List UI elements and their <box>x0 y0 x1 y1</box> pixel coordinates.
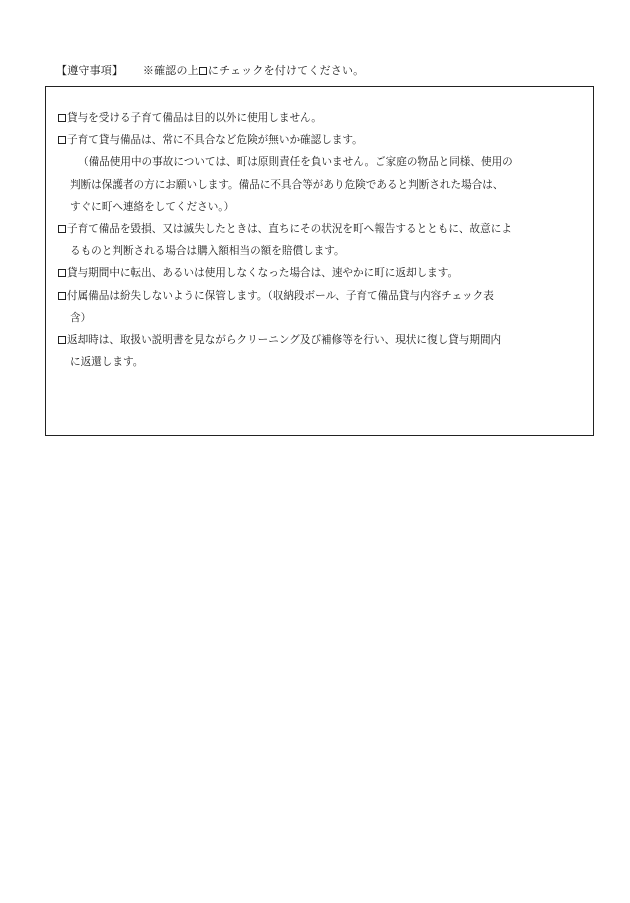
paren-note-line: すぐに町へ連絡をしてください。） <box>70 200 235 213</box>
item-text: 付属備品は紛失しないように保管します。（収納段ボール、子育て備品貸与内容チェック表 <box>67 289 494 302</box>
instruction-note: ※確認の上 にチェックを付けてください。 <box>142 64 365 77</box>
item-text-continued: るものと判断される場合は購入額相当の額を賠償します。 <box>70 245 345 258</box>
item-text: 返却時は、取扱い説明書を見ながらクリーニング及び補修等を行い、現状に復し貸与期間内 <box>67 334 502 347</box>
compliance-item-6 <box>58 329 583 373</box>
compliance-item-3 <box>58 218 583 262</box>
checkbox[interactable] <box>58 114 66 122</box>
paren-note-line: 判断は保護者の方にお願いします。備品に不具合等があり危険であると判断された場合は、 <box>70 178 504 191</box>
compliance-title: 【遵守事項】 <box>56 64 124 77</box>
checkbox[interactable] <box>58 269 66 277</box>
item-text: 子育て貸与備品は、常に不具合など危険が無いか確認します。 <box>67 134 363 147</box>
checkbox[interactable] <box>58 136 66 144</box>
checkbox-sample-icon <box>199 67 207 75</box>
compliance-list <box>58 107 583 373</box>
compliance-box <box>45 86 594 436</box>
item-text: 貸与期間中に転出、あるいは使用しなくなった場合は、速やかに町に返却します。 <box>67 267 459 280</box>
compliance-item-2 <box>58 129 583 218</box>
checkbox[interactable] <box>58 292 66 300</box>
item-text: 子育て備品を毀損、又は滅失したときは、直ちにその状況を町へ報告するとともに、故意によ <box>67 223 512 236</box>
checkbox[interactable] <box>58 225 66 233</box>
paren-note-line: （備品使用中の事故については、町は原則責任を負いません。ご家庭の物品と同様、使用の <box>78 156 513 169</box>
item-text: 貸与を受ける子育て備品は目的以外に使用しません。 <box>67 112 322 124</box>
compliance-item-4 <box>58 262 583 284</box>
item-text-continued: 含） <box>70 311 92 324</box>
compliance-header <box>56 62 364 78</box>
item-text-continued: に返還します。 <box>70 356 144 369</box>
compliance-item-1 <box>58 107 583 129</box>
checkbox[interactable] <box>58 336 66 344</box>
compliance-item-5 <box>58 285 583 329</box>
